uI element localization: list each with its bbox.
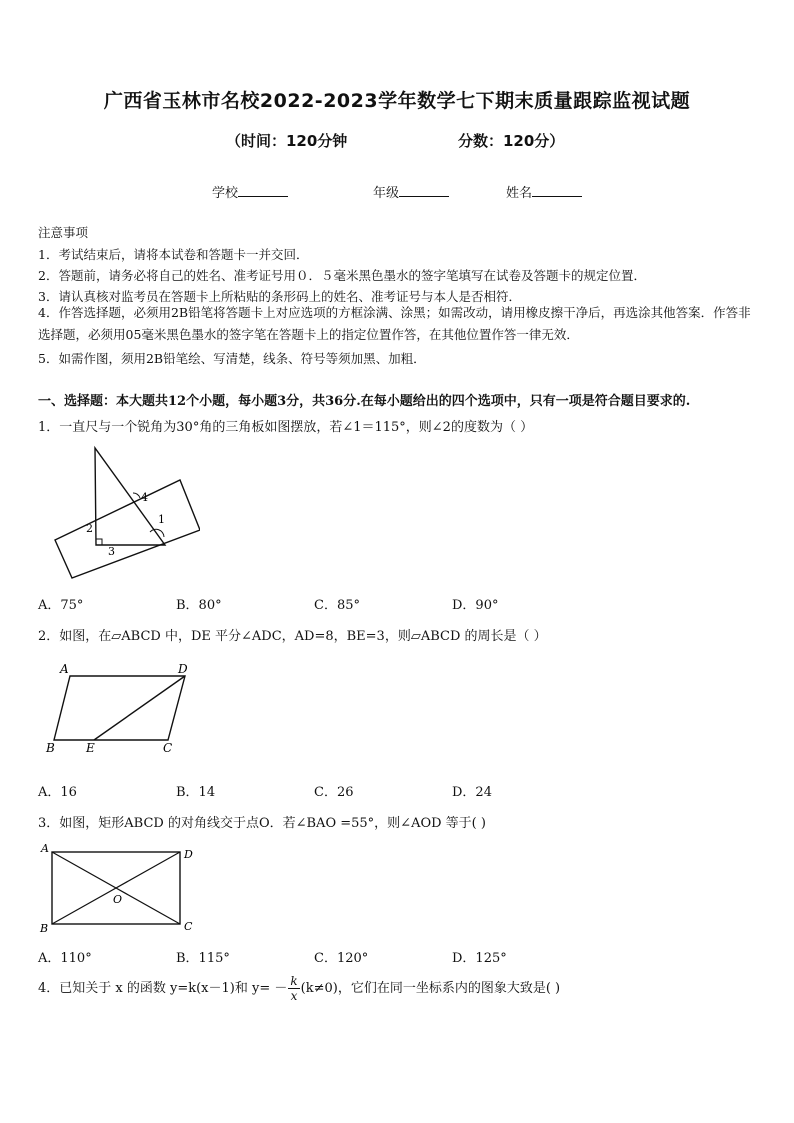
segment-de bbox=[94, 676, 185, 740]
label-3: 3 bbox=[108, 545, 115, 558]
option-a[interactable]: A．110° bbox=[38, 951, 92, 966]
question-1-stem: 1．一直尺与一个锐角为30°角的三角板如图摆放，若∠1＝115°，则∠2的度数为（ ） bbox=[38, 420, 534, 435]
name-label: 姓名 bbox=[506, 186, 533, 201]
option-c[interactable]: C．120° bbox=[314, 951, 369, 966]
question-1-figure bbox=[40, 440, 200, 580]
label-o: O bbox=[113, 893, 123, 906]
label-a: A bbox=[41, 842, 49, 855]
school-label: 学校 bbox=[212, 186, 239, 201]
option-b[interactable]: B．115° bbox=[176, 951, 230, 966]
exam-title: 广西省玉林市名校2022-2023学年数学七下期末质量跟踪监视试题 bbox=[103, 90, 691, 112]
option-b[interactable]: B．80° bbox=[176, 598, 222, 613]
label-d: D bbox=[184, 848, 193, 861]
ruler-shape bbox=[55, 480, 200, 578]
option-d[interactable]: D．24 bbox=[452, 785, 492, 800]
label-2: 2 bbox=[86, 522, 93, 535]
name-blank bbox=[532, 184, 582, 197]
label-b: B bbox=[40, 922, 49, 935]
question-4-stem-post: (k≠0)，它们在同一坐标系内的图象大致是( ) bbox=[300, 981, 561, 996]
label-1: 1 bbox=[158, 513, 165, 526]
notice-item: 2．答题前，请务必将自己的姓名、准考证号用０．５毫米黑色墨水的签字笔填写在试卷及答题卡的规定位置． bbox=[38, 268, 646, 283]
notice-item: 3．请认真核对监考员在答题卡上所粘贴的条形码上的姓名、准考证号与本人是否相符． bbox=[38, 289, 521, 304]
section-heading: 一、选择题：本大题共12个小题，每小题3分，共36分.在每小题给出的四个选项中，只有一项是符合题目要求的. bbox=[38, 394, 691, 409]
label-e: E bbox=[86, 741, 95, 755]
label-c: C bbox=[184, 920, 193, 933]
grade-blank bbox=[399, 184, 449, 197]
label-c: C bbox=[163, 741, 173, 755]
right-angle-mark bbox=[96, 539, 102, 545]
parallelogram-abcd bbox=[54, 676, 185, 740]
option-a[interactable]: A．16 bbox=[38, 785, 77, 800]
option-b[interactable]: B．14 bbox=[176, 785, 216, 800]
question-3-figure bbox=[36, 840, 206, 940]
school-field bbox=[212, 182, 288, 201]
grade-field bbox=[373, 182, 449, 201]
exam-time: （时间：120分钟 bbox=[226, 132, 348, 150]
question-3-stem: 3．如图，矩形ABCD 的对角线交于点O．若∠BAO =55°，则∠AOD 等于( ) bbox=[38, 816, 486, 831]
label-4: 4 bbox=[141, 491, 148, 504]
question-2-figure bbox=[40, 655, 200, 755]
fraction-denominator: x bbox=[290, 989, 298, 1003]
question-4-stem bbox=[38, 974, 560, 1003]
name-field bbox=[506, 182, 582, 201]
notice-item: 1．考试结束后，请将本试卷和答题卡一并交回． bbox=[38, 247, 309, 262]
label-b: B bbox=[46, 741, 55, 755]
option-d[interactable]: D．90° bbox=[452, 598, 499, 613]
question-4-stem-pre: 4．已知关于 x 的函数 y=k(x－1)和 y= － bbox=[38, 981, 288, 996]
exam-score: 分数：120分） bbox=[458, 132, 565, 150]
option-c[interactable]: C．26 bbox=[314, 785, 354, 800]
question-2-stem: 2．如图，在▱ABCD 中，DE 平分∠ADC，AD=8，BE=3，则▱ABCD 的周长是（ ） bbox=[38, 629, 547, 644]
notice-item: 5．如需作图，须用2B铅笔绘、写清楚，线条、符号等须加黑、加粗． bbox=[38, 351, 426, 366]
label-a: A bbox=[60, 662, 69, 676]
notice-heading: 注意事项 bbox=[38, 225, 89, 240]
school-blank bbox=[238, 184, 288, 197]
label-d: D bbox=[178, 662, 188, 676]
fraction-k-over-x bbox=[288, 974, 299, 1003]
angle-4-arc bbox=[133, 493, 140, 498]
notice-item: 4．作答选择题，必须用2B铅笔将答题卡上对应选项的方框涂满、涂黑；如需改动，请用橡皮擦干净后，再选涂其他答案．作答非选择题，必须用05毫米黑色墨水的签字笔在答题卡上的指定位置作答，在其他位置作答一律无效． bbox=[38, 305, 751, 342]
option-a[interactable]: A．75° bbox=[38, 598, 84, 613]
option-d[interactable]: D．125° bbox=[452, 951, 507, 966]
triangle-shape bbox=[95, 448, 165, 545]
grade-label: 年级 bbox=[373, 186, 400, 201]
fraction-numerator: k bbox=[290, 974, 298, 988]
option-c[interactable]: C．85° bbox=[314, 598, 360, 613]
